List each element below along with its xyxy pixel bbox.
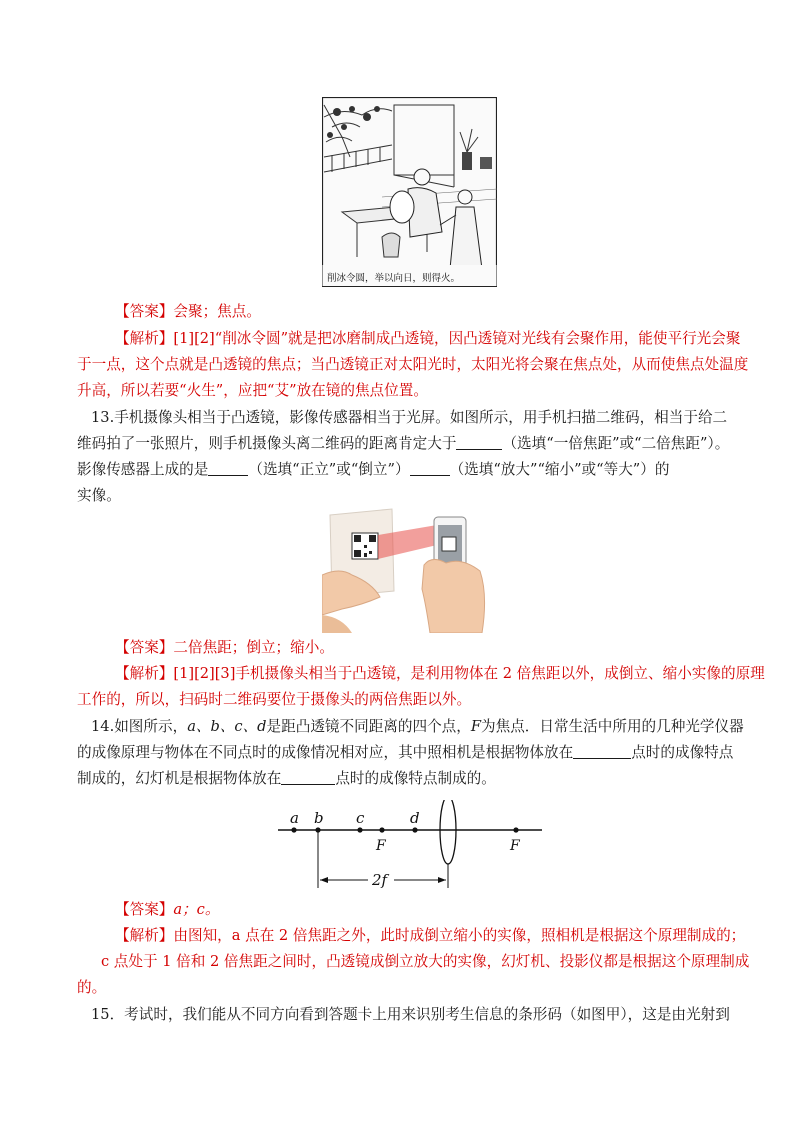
phone-scan-photo [322, 505, 490, 633]
answer-tag: 【答案】 [115, 639, 174, 656]
answer-blank [573, 742, 631, 759]
q13-analysis-line-2: 工作的，所以，扫码时二维码要位于摄像头的两倍焦距以外。 [77, 691, 472, 708]
lens-diagram [276, 800, 546, 895]
q13-analysis-line-1 [115, 663, 765, 685]
woodcut-caption: 削冰令圆，举以向日，则得火。 [327, 273, 461, 284]
q14-focus-symbol: F [470, 718, 481, 735]
q14-analysis-line-1 [115, 925, 745, 947]
answer-blank [456, 433, 502, 450]
q12-analysis-line-3: 升高，所以若要“火生”，应把“艾”放在镜的焦点位置。 [77, 382, 428, 399]
q14-points: a、b、c、d [187, 718, 267, 735]
analysis-text: [1][2]“削冰令圆”就是把冰磨制成凸透镜，因凸透镜对光线有会聚作用，能使平行光会聚 [173, 330, 741, 347]
answer-blank [281, 768, 335, 785]
point-f-right [513, 827, 518, 832]
q13-text: 影像传感器上成的是 [77, 461, 209, 478]
answer-text: 会聚；焦点。 [173, 303, 261, 320]
answer-tag: 【答案】 [115, 901, 174, 918]
q14-text: 制成的，幻灯机是根据物体放在 [77, 770, 282, 787]
label-focus-left: F [376, 838, 386, 854]
answer-tag: 【答案】 [115, 303, 174, 320]
analysis-tag: 【解析】 [115, 665, 174, 682]
analysis-tag: 【解析】 [115, 330, 174, 347]
q14-text: 14.如图所示， [91, 718, 188, 735]
answer-text: a；c。 [173, 901, 220, 918]
point-d [412, 827, 417, 832]
analysis-text: [1][2][3]手机摄像头相当于凸透镜，是利用物体在 2 倍焦距以外，成倒立、缩小实像的原理 [173, 665, 765, 682]
label-d: d [410, 809, 420, 827]
q14-question-line-1 [91, 716, 744, 738]
point-f-left [379, 827, 384, 832]
q13-text: （选填“放大”“缩小”或“等大”）的 [449, 461, 670, 478]
q14-text: 点时的成像特点 [631, 744, 734, 761]
q14-question-line-2 [77, 742, 733, 764]
q13-answer [115, 637, 334, 659]
q14-text: 的成像原理与物体在不同点时的成像情况相对应，其中照相机是根据物体放在 [77, 744, 574, 761]
phone-scan-drawing [322, 505, 490, 633]
q12-analysis-line-2: 于一点，这个点就是凸透镜的焦点；当凸透镜正对太阳光时，太阳光将会聚在焦点处，从而使焦点处温度 [77, 356, 749, 373]
q14-answer [115, 899, 219, 921]
q13-text: （选填“一倍焦距”或“二倍焦距”）。 [502, 435, 730, 452]
point-a [291, 827, 296, 832]
q13-question-line-3 [77, 459, 669, 481]
q15-question-line-1: 15．考试时，我们能从不同方向看到答题卡上用来识别考生信息的条形码（如图甲），这是由光射到 [91, 1006, 730, 1023]
label-c: c [356, 809, 365, 827]
q12-analysis-line-1 [115, 328, 740, 350]
label-focus-right: F [510, 838, 520, 854]
q13-question-line-4: 实像。 [77, 487, 121, 504]
q12-answer [115, 301, 261, 323]
q14-analysis-line-2: c 点处于 1 倍和 2 倍焦距之间时，凸透镜成倒立放大的实像，幻灯机、投影仪都是根据这个原理制成 [101, 953, 750, 970]
label-a: a [290, 809, 299, 827]
q13-text: 维码拍了一张照片，则手机摄像头离二维码的距离肯定大于 [77, 435, 457, 452]
convex-lens [440, 800, 456, 864]
answer-text: 二倍焦距；倒立；缩小。 [173, 639, 334, 656]
analysis-text: 由图知，a 点在 2 倍焦距之外，此时成倒立缩小的实像，照相机是根据这个原理制成的； [173, 927, 746, 944]
answer-blank [208, 459, 248, 476]
woodcut-drawing [322, 97, 497, 287]
q14-text: 为焦点．日常生活中所用的几种光学仪器 [481, 718, 744, 735]
label-2f: 2f [372, 871, 388, 889]
lens-diagram-svg [276, 800, 546, 895]
answer-blank [410, 459, 450, 476]
q14-analysis-line-3: 的。 [77, 979, 107, 996]
q14-text: 点时的成像特点制成的。 [335, 770, 496, 787]
q14-question-line-3 [77, 768, 496, 790]
q13-question-line-2 [77, 433, 729, 455]
label-b: b [314, 809, 324, 827]
q13-question-line-1: 13.手机摄像头相当于凸透镜，影像传感器相当于光屏。如图所示，用手机扫描二维码，相当于给二 [91, 409, 728, 426]
woodcut-illustration [322, 97, 497, 287]
q13-text: （选填“正立”或“倒立”） [248, 461, 410, 478]
analysis-tag: 【解析】 [115, 927, 174, 944]
q14-text: 是距凸透镜不同距离的四个点， [266, 718, 471, 735]
point-c [357, 827, 362, 832]
